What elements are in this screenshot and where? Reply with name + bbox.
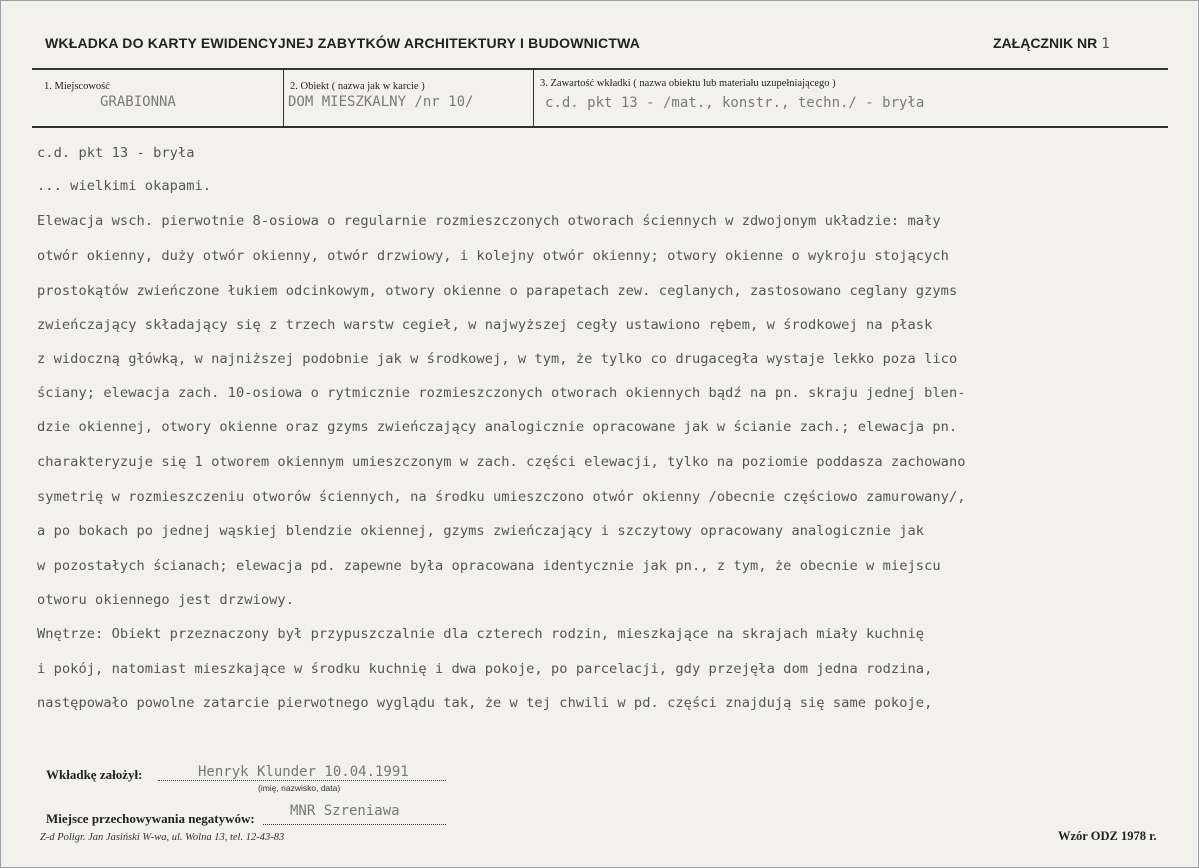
annex-number: 1 [1101,36,1110,52]
founded-hint: (imię, nazwisko, data) [258,783,341,793]
body-line: następowało powolne zatarcie pierwotnego wyglądu tak, że w tej chwili w pd. części znajdują się same pokoje, [37,695,933,711]
body-line: w pozostałych ścianach; elewacja pd. zapewne była opracowana identycznie jak pn., z tym, że obecnie w miejscu [37,558,941,574]
body-line: i pokój, natomiast mieszkające w środku kuchnię i dwa pokoje, po parcelacji, gdy przejęła dom jedna rodzina, [37,661,933,677]
body-line: symetrię w rozmieszczeniu otworów ściennych, na środku umieszczono otwór okienny /obecnie częściowo zamurowany/, [37,489,966,505]
body-line: zwieńczający składający się z trzech warstw cegieł, w najwyższej cegły ustawiono rębem, w środkowej na płask [37,317,933,333]
body-line: ściany; elewacja zach. 10-osiowa o rytmicznie rozmieszczonych otworach okiennych bądź na pn. skraju jednej blen- [37,385,966,401]
body-line: Wnętrze: Obiekt przeznaczony był przypuszczalnie dla czterech rodzin, mieszkające na skrajach miały kuchnię [37,626,925,642]
locality-value: GRABIONNA [100,94,176,110]
annex-label [993,35,1110,52]
negatives-label: Miejsce przechowywania negatywów: [46,811,255,826]
object-value: DOM MIESZKALNY /nr 10/ [288,94,474,110]
body-line: Elewacja wsch. pierwotnie 8-osiowa o regularnie rozmieszczonych otworach ściennych w zdwojonym układzie: mały [37,213,941,229]
body-line: ... wielkimi okapami. [37,178,212,194]
negatives-dotted-line [263,823,446,825]
object-label: 2. Obiekt ( nazwa jak w karcie ) [290,81,425,92]
form-code: Wzór ODZ 1978 r. [1058,829,1157,843]
body-line: prostokątów zwieńczone łukiem odcinkowym, otwory okienne o parapetach zew. ceglanych, zastosowano ceglany gzyms [37,283,958,299]
printer-imprint: Z-d Poligr. Jan Jasiński W-wa, ul. Wolna 13, tel. 12-43-83 [40,832,285,843]
body-line: otwór okienny, duży otwór okienny, otwór drzwiowy, i kolejny otwór okienny; otwory okienne o wykroju stojących [37,248,949,264]
body-line: dzie okiennej, otwory okienne oraz gzyms zwieńczający analogicznie opracowane jak w ścianie zach.; elewacja pn. [37,419,958,435]
field-divider [533,70,534,126]
annex-label-text: ZAŁĄCZNIK NR [993,35,1098,51]
contents-label: 3. Zawartość wkładki ( nazwa obiektu lub materiału uzupełniającego ) [540,78,836,89]
locality-label: 1. Miejscowość [44,81,110,92]
header-rule-top [32,68,1168,70]
header-rule-bottom [32,126,1168,128]
negatives-value: MNR Szreniawa [290,803,400,819]
founded-label: Wkładkę założył: [46,767,143,782]
field-divider [283,70,284,126]
contents-value: c.d. pkt 13 - /mat., konstr., techn./ - bryła [545,95,925,111]
document-title: WKŁADKA DO KARTY EWIDENCYJNEJ ZABYTKÓW ARCHITEKTURY I BUDOWNICTWA [45,35,641,51]
body-line: charakteryzuje się 1 otworem okiennym umieszczonym w zach. części elewacji, tylko na poziomie poddasza zachowano [37,454,966,470]
body-line: z widoczną główką, w najniższej podobnie jak w środkowej, w tym, że tylko co drugacegła wystaje lekko poza lico [37,351,958,367]
founded-value: Henryk Klunder 10.04.1991 [198,764,409,780]
body-line: c.d. pkt 13 - bryła [37,145,195,161]
body-line: a po bokach po jednej wąskiej blendzie okiennej, gzyms zwieńczający i szczytowy opracowany analogicznie jak [37,523,925,539]
body-line: otworu okiennego jest drzwiowy. [37,592,295,608]
